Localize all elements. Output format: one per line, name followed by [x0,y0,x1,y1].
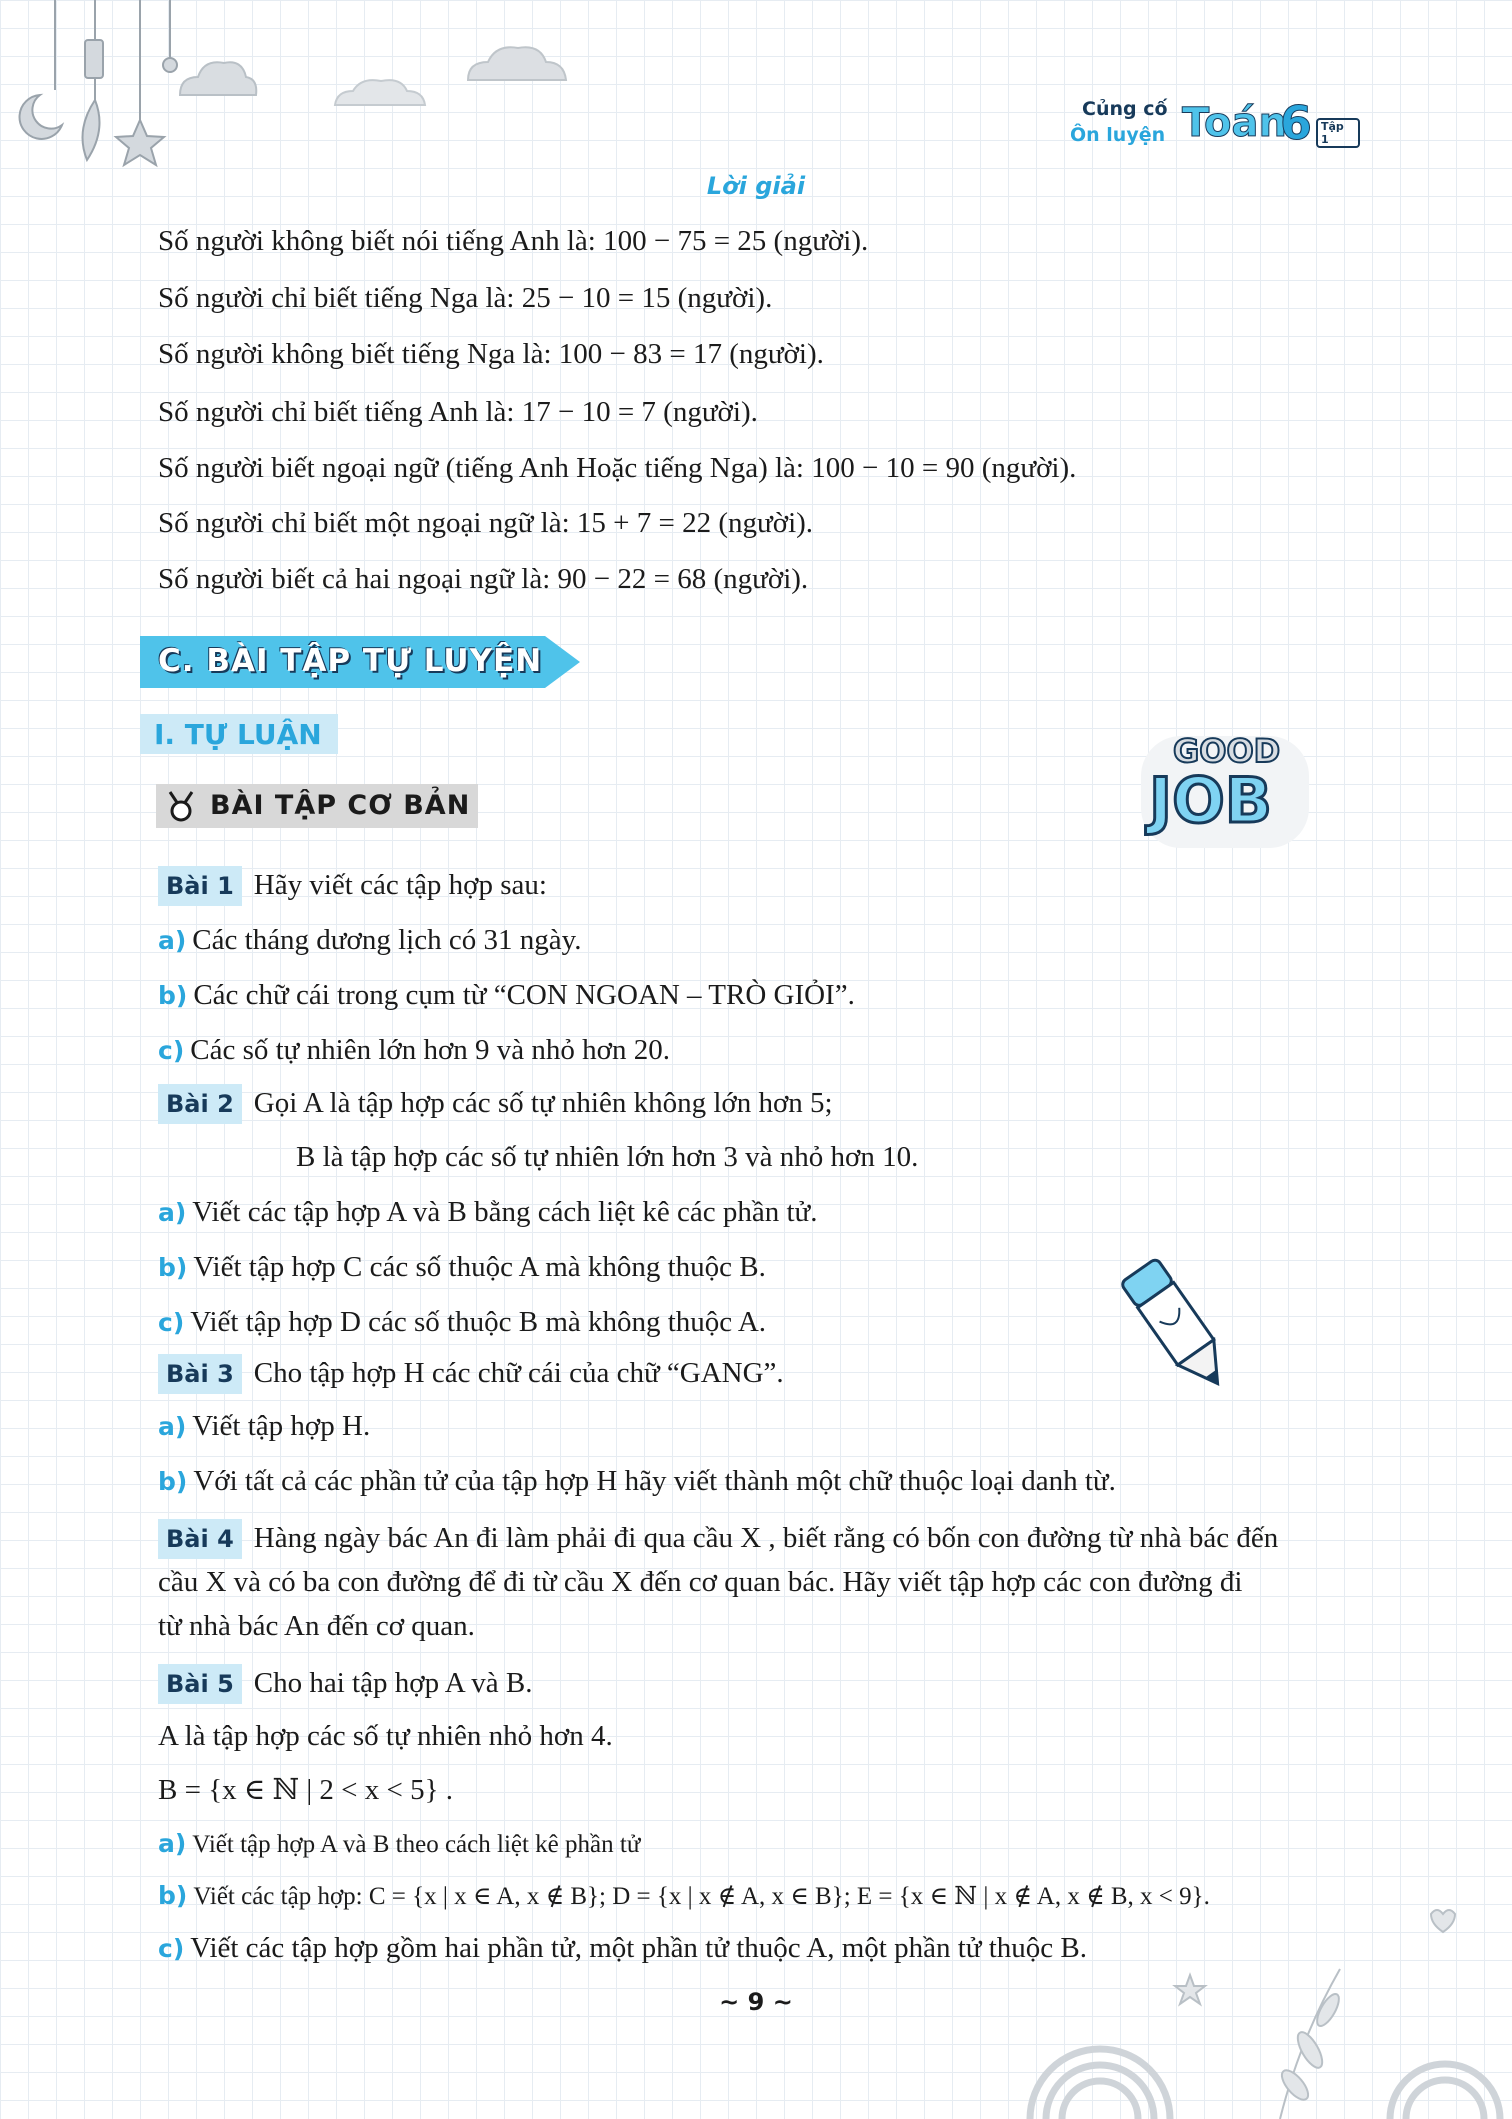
exercise-3-b [158,1463,1116,1500]
rainbow-leaves-decoration [1010,1900,1510,2119]
exercise-4-line1 [158,1519,1278,1559]
section-i-title: I. TỰ LUẬN [154,718,322,751]
solution-line: Số người chỉ biết tiếng Nga là: 25 − 10 = 15 (người). [158,282,773,314]
exercise-2-text: Gọi A là tập hợp các số tự nhiên không lớn hơn 5; [253,1087,833,1119]
brand-line1: Củng cố [1082,98,1168,120]
exercise-1-c [158,1032,670,1069]
exercise-1-b [158,977,855,1014]
exercise-1-b-text: Các chữ cái trong cụm từ “CON NGOAN – TRÒ GIỎI”. [193,979,855,1011]
exercise-3-text: Cho tập hợp H các chữ cái của chữ “GANG”. [253,1357,784,1389]
marker-c: c) [158,1308,185,1337]
exercise-1-prompt [158,866,547,906]
heart-icon [1431,1910,1455,1932]
exercise-1-label: Bài 1 [158,866,242,906]
basic-exercises-title: BÀI TẬP CƠ BẢN [210,790,471,821]
exercise-5-b-text: Viết các tập hợp: C = {x | x ∈ A, x ∉ B}; D = {x | x ∉ A, x ∈ B}; E = {x ∈ ℕ | x ∉ A, x ∉ B, x < 9}. [193,1883,1210,1910]
exercise-4-text1: Hàng ngày bác An đi làm phải đi qua cầu X , biết rằng có bốn con đường từ nhà bác đến [253,1522,1279,1554]
exercise-2-b-text: Viết tập hợp C các số thuộc A mà không thuộc B. [193,1251,766,1283]
marker-b: b) [158,1467,188,1496]
exercise-4-line3: từ nhà bác An đến cơ quan. [158,1610,475,1642]
brand-line2: Ôn luyện [1070,124,1166,146]
exercise-2-label: Bài 2 [158,1084,242,1124]
flower-icon [1175,1975,1205,2004]
exercise-3-a-text: Viết tập hợp H. [192,1410,371,1442]
exercise-5-c [158,1930,1087,1967]
marker-c: c) [158,1934,185,1963]
page-number: ~ 9 ~ [719,1988,793,2016]
marker-b: b) [158,1881,188,1910]
exercise-3-b-text: Với tất cả các phần tử của tập hợp H hãy viết thành một chữ thuộc loại danh từ. [193,1465,1116,1497]
exercise-2-c-text: Viết tập hợp D các số thuộc B mà không thuộc A. [190,1306,767,1338]
exercise-2-a [158,1194,817,1231]
exercise-1-c-text: Các số tự nhiên lớn hơn 9 và nhỏ hơn 20. [190,1034,671,1066]
cloud-icon [460,40,570,85]
exercise-3-prompt [158,1354,784,1394]
marker-a: a) [158,926,187,955]
exercise-1-a [158,922,581,959]
basic-exercises-header [156,784,478,828]
marker-b: b) [158,981,188,1010]
exercise-5-text: Cho hai tập hợp A và B. [253,1667,533,1699]
sticker-line1: GOOD [1173,732,1281,770]
crystal-icon [85,40,103,78]
solution-line: Số người biết ngoại ngữ (tiếng Anh Hoặc tiếng Nga) là: 100 − 10 = 90 (người). [158,452,1077,484]
moon-icon [20,95,62,139]
feather-icon [83,100,100,160]
solution-line: Số người biết cả hai ngoại ngữ là: 90 − 22 = 68 (người). [158,563,809,595]
solution-line: Số người không biết nói tiếng Anh là: 100 − 75 = 25 (người). [158,225,869,257]
exercise-3-label: Bài 3 [158,1354,242,1394]
exercise-4-label: Bài 4 [158,1519,242,1559]
star-icon [116,120,164,165]
exercise-2-a-text: Viết các tập hợp A và B bằng cách liệt kê các phần tử. [192,1196,818,1228]
exercise-2-prompt [158,1084,833,1124]
exercise-4-line2: cầu X và có ba con đường để đi từ cầu X đến cơ quan bác. Hãy viết tập hợp các con đường đi [158,1566,1243,1598]
medal-icon [164,790,198,822]
exercise-1-text: Hãy viết các tập hợp sau: [253,869,547,901]
cloud-icon [170,55,260,105]
solution-line: Số người không biết tiếng Nga là: 100 − 83 = 17 (người). [158,338,824,370]
exercise-5-a [158,1826,640,1863]
exercise-5-prompt [158,1664,533,1704]
solution-line: Số người chỉ biết một ngoại ngữ là: 15 + 7 = 22 (người). [158,507,814,539]
solution-line: Số người chỉ biết tiếng Anh là: 17 − 10 = 7 (người). [158,396,758,428]
brand-volume: Tập 1 [1316,118,1360,148]
exercise-2-b [158,1249,766,1286]
exercise-1-a-text: Các tháng dương lịch có 31 ngày. [192,924,582,956]
exercise-2-prompt2: B là tập hợp các số tự nhiên lớn hơn 3 và nhỏ hơn 10. [296,1141,919,1173]
brand-subject: Toán [1182,100,1287,146]
good-job-sticker [1135,728,1315,858]
solution-title: Lời giải [706,172,806,200]
exercise-5-label: Bài 5 [158,1664,242,1704]
section-i-header [140,714,338,754]
exercise-5-a-text: Viết tập hợp A và B theo cách liệt kê phần tử [192,1831,641,1858]
marker-b: b) [158,1253,188,1282]
section-c-title: C. BÀI TẬP TỰ LUYỆN [158,643,543,679]
exercise-5-set-b: B = {x ∈ ℕ | 2 < x < 5} . [158,1774,454,1806]
exercise-5-c-text: Viết các tập hợp gồm hai phần tử, một phần tử thuộc A, một phần tử thuộc B. [190,1932,1088,1964]
marker-c: c) [158,1036,185,1065]
marker-a: a) [158,1198,187,1227]
exercise-5-set-a: A là tập hợp các số tự nhiên nhỏ hơn 4. [158,1720,613,1752]
cloud-icon [330,75,430,110]
exercise-2-c [158,1304,766,1341]
sticker-line2: JOB [1149,764,1273,837]
brand-grade: 6 [1280,96,1313,150]
pencil-icon [1118,1252,1238,1402]
marker-a: a) [158,1412,187,1441]
brand-logo [1070,98,1360,158]
marker-a: a) [158,1829,187,1858]
section-c-banner [140,636,580,688]
exercise-3-a [158,1408,370,1445]
